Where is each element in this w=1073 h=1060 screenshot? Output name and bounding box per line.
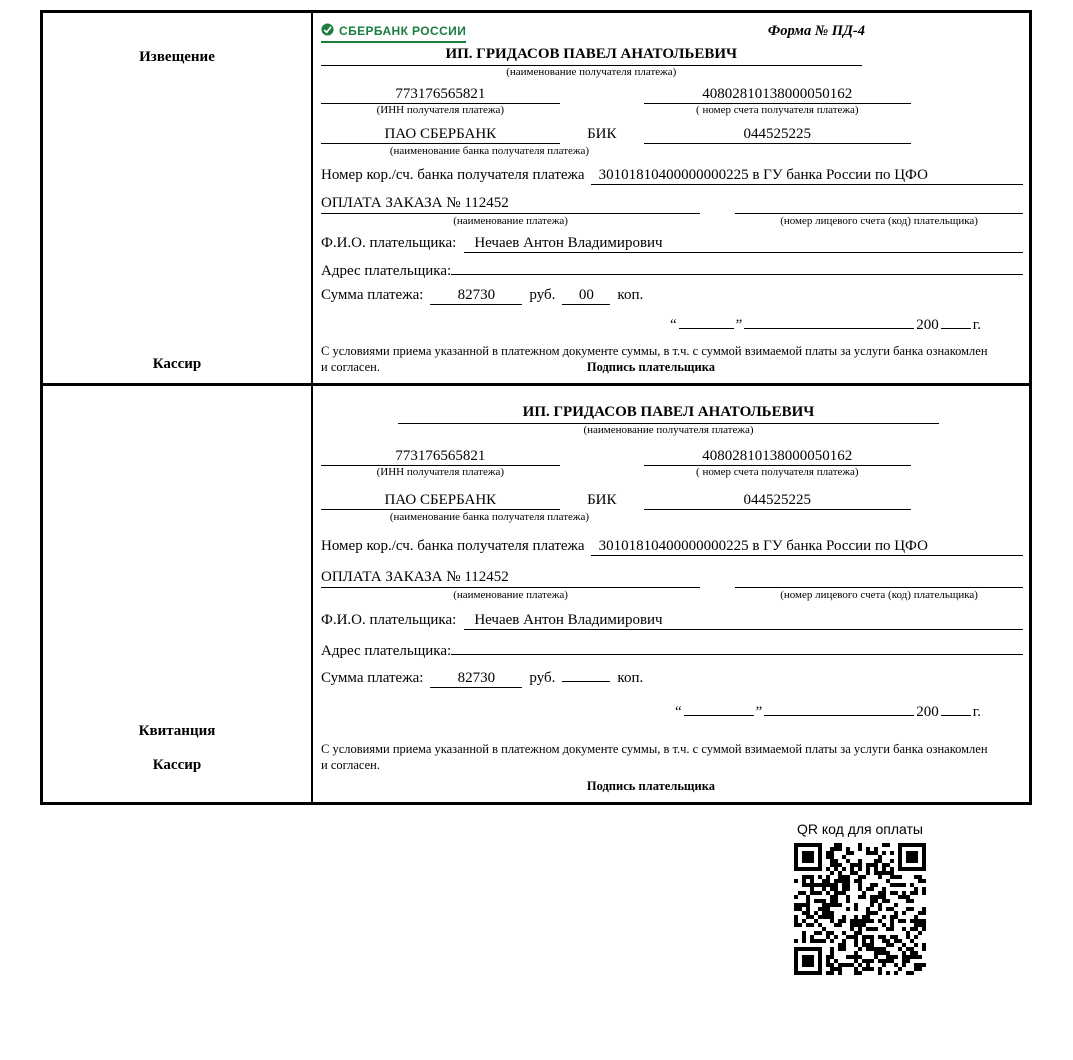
purpose-row (321, 569, 1023, 588)
cashier-label: Кассир (152, 356, 202, 372)
year-label: 200 (916, 317, 939, 333)
payee-caption: (наименование получателя платежа) (506, 66, 677, 78)
bank-name: ПАО СБЕРБАНК (321, 126, 560, 144)
bik-label: БИК (587, 492, 617, 508)
corr-value: 30101810400000000225 в ГУ банка России по ЦФО (591, 538, 1023, 556)
inn-caption: (ИНН получателя платежа) (376, 104, 505, 116)
amount-row (321, 670, 1023, 688)
address-blank (451, 260, 1023, 275)
payer-name: Нечаев Антон Владимирович (464, 235, 1023, 253)
year-blank (941, 701, 971, 716)
rub-label: руб. (529, 670, 556, 686)
page (0, 10, 1073, 1060)
amount-rub: 82730 (430, 670, 522, 688)
bank-caption: (наименование банка получателя платежа) (389, 145, 590, 157)
year-label: 200 (916, 704, 939, 720)
notice-section (43, 13, 1029, 383)
qr-code-image (794, 843, 926, 975)
agreement-text: С условиями приема указанной в платежном документе суммы, в т.ч. с суммой взимаемой платы за услуги банка ознакомлен и согласен. (321, 344, 988, 374)
kop-label: коп. (617, 670, 644, 686)
purpose-row (321, 195, 1023, 214)
corr-label: Номер кор./сч. банка получателя платежа (321, 538, 585, 554)
bank-bik-row (321, 492, 1023, 510)
account-column (644, 86, 911, 116)
amount-kop (562, 681, 610, 682)
signature-label: Подпись плательщика (586, 360, 715, 374)
bik-value: 044525225 (644, 126, 911, 144)
payment-caption: (наименование платежа) (453, 589, 568, 601)
corr-value: 30101810400000000225 в ГУ банка России по ЦФО (591, 167, 1023, 185)
receipt-content (313, 386, 1029, 802)
bik-value: 044525225 (644, 492, 911, 510)
year-suffix: г. (972, 704, 981, 720)
sberbank-logo-text: СБЕРБАНК РОССИИ (339, 24, 467, 38)
qr-caption: QR код для оплаты (796, 821, 923, 837)
rub-label: руб. (529, 287, 556, 303)
receipt-side-column (43, 386, 313, 802)
inn-caption: (ИНН получателя платежа) (376, 466, 505, 478)
receipt-section (43, 383, 1029, 802)
agreement-text: С условиями приема указанной в платежном документе суммы, в т.ч. с суммой взимаемой платы за услуги банка ознакомлен и согласен. (321, 742, 988, 772)
quote-open: “ (674, 704, 682, 720)
corr-label: Номер кор./сч. банка получателя платежа (321, 167, 585, 183)
kop-label: коп. (617, 287, 644, 303)
signature-label: Подпись плательщика (586, 779, 715, 793)
receipt-title: Квитанция (138, 723, 216, 739)
quote-close: ” (735, 317, 743, 333)
cashier-label: Кассир (152, 757, 202, 773)
quote-close: ” (755, 704, 763, 720)
inn-account-row (321, 448, 1023, 478)
bik-label: БИК (587, 126, 617, 142)
bank-name: ПАО СБЕРБАНК (321, 492, 560, 510)
quote-open: “ (669, 317, 677, 333)
payer-code-caption: (номер лицевого счета (код) плательщика) (780, 215, 978, 227)
payee-name: ИП. ГРИДАСОВ ПАВЕЛ АНАТОЛЬЕВИЧ (321, 46, 862, 66)
date-month-blank (744, 314, 914, 329)
payment-purpose: ОПЛАТА ЗАКАЗА № 112452 (321, 195, 700, 214)
purpose-caption-row (321, 589, 1023, 601)
bank-caption: (наименование банка получателя платежа) (389, 511, 590, 523)
date-day-blank (684, 701, 754, 716)
date-month-blank (764, 701, 914, 716)
payer-address-row (321, 260, 1023, 280)
payee-caption: (наименование получателя платежа) (583, 424, 754, 436)
sberbank-emblem-icon (321, 23, 334, 39)
fio-label: Ф.И.О. плательщика: (321, 612, 457, 628)
year-suffix: г. (972, 317, 981, 333)
purpose-caption-row (321, 215, 1023, 227)
payer-name-row (321, 235, 1023, 253)
notice-content (313, 13, 1029, 383)
payer-address-row (321, 640, 1023, 660)
corr-account-row (321, 538, 1023, 556)
pd4-payment-form (40, 10, 1032, 805)
sberbank-logo (321, 23, 466, 43)
notice-title: Извещение (139, 49, 215, 65)
amount-kop: 00 (562, 287, 610, 305)
date-row (321, 314, 981, 334)
qr-payment-block (770, 821, 950, 975)
payee-account: 40802810138000050162 (644, 86, 911, 104)
payer-name: Нечаев Антон Владимирович (464, 612, 1023, 630)
sum-label: Сумма платежа: (321, 670, 424, 686)
payee-block (321, 46, 862, 78)
payment-caption: (наименование платежа) (453, 215, 568, 227)
payer-code-blank (735, 573, 1023, 588)
amount-row (321, 287, 1023, 305)
address-label: Адрес плательщика: (321, 263, 452, 279)
address-label: Адрес плательщика: (321, 643, 452, 659)
payment-purpose: ОПЛАТА ЗАКАЗА № 112452 (321, 569, 700, 588)
address-blank (451, 640, 1023, 655)
form-number-label: Форма № ПД-4 (767, 23, 865, 39)
payee-account: 40802810138000050162 (644, 448, 911, 466)
notice-header-row (321, 23, 1023, 43)
bank-bik-row (321, 126, 1023, 144)
payee-block (398, 404, 939, 436)
date-day-blank (679, 314, 734, 329)
payer-name-row (321, 612, 1023, 630)
date-row (321, 701, 981, 721)
payee-inn: 773176565821 (321, 86, 560, 104)
account-caption: ( номер счета получателя платежа) (696, 466, 859, 478)
account-column (644, 448, 911, 478)
account-caption: ( номер счета получателя платежа) (696, 104, 859, 116)
notice-side-column (43, 13, 313, 383)
year-blank (941, 314, 971, 329)
inn-account-row (321, 86, 1023, 116)
corr-account-row (321, 167, 1023, 185)
sum-label: Сумма платежа: (321, 287, 424, 303)
payer-code-blank (735, 199, 1023, 214)
payer-code-caption: (номер лицевого счета (код) плательщика) (780, 589, 978, 601)
payee-inn: 773176565821 (321, 448, 560, 466)
inn-column (321, 86, 560, 116)
fio-label: Ф.И.О. плательщика: (321, 235, 457, 251)
payee-name: ИП. ГРИДАСОВ ПАВЕЛ АНАТОЛЬЕВИЧ (398, 404, 939, 424)
amount-rub: 82730 (430, 287, 522, 305)
inn-column (321, 448, 560, 478)
